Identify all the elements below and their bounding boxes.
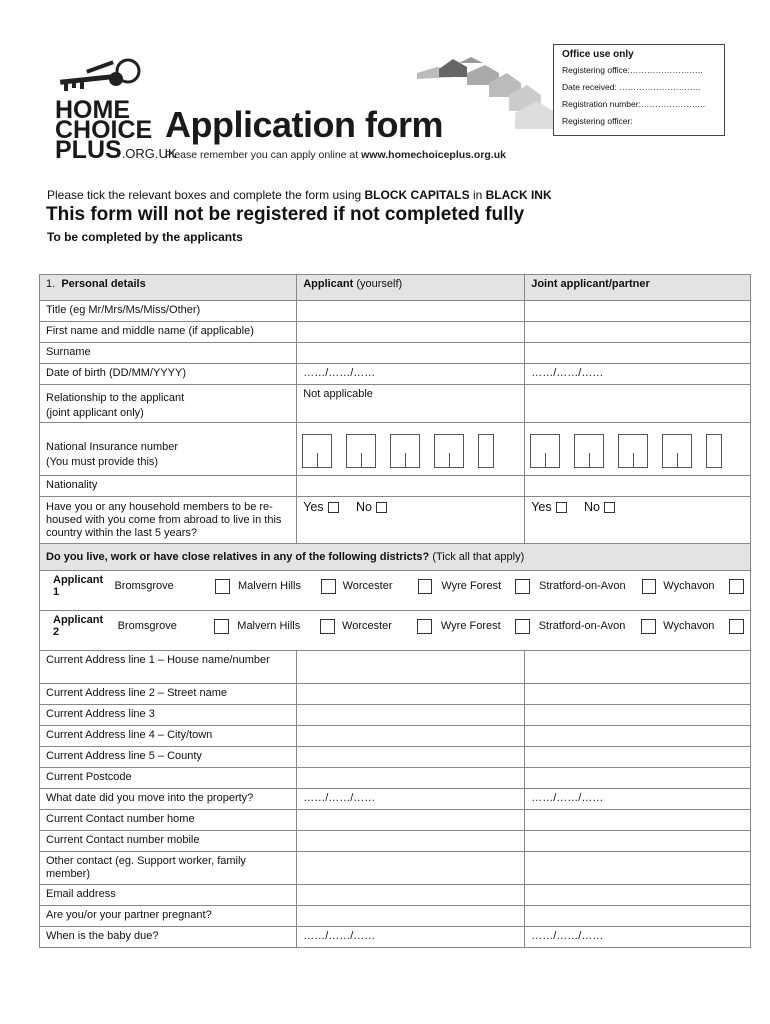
ni-char-box[interactable] (530, 434, 560, 468)
applicant-phone-mobile-input[interactable] (297, 831, 525, 852)
yes-checkbox[interactable] (328, 502, 339, 513)
applicant-nationality-input[interactable] (297, 476, 525, 497)
applicant-address-2-input[interactable] (297, 684, 525, 705)
district-stratford-checkbox[interactable] (642, 579, 657, 594)
applicant-dob-input[interactable]: ……/……/…… (297, 364, 525, 385)
joint-address-1-input[interactable] (525, 651, 751, 684)
table-row (40, 726, 751, 747)
applicant-relationship-cell: Not applicable (297, 385, 525, 423)
subtitle-text: Please remember you can apply online at (165, 149, 362, 161)
district-stratford-label: Stratford-on-Avon (538, 620, 626, 632)
table-row (40, 364, 751, 385)
logo-line-2: CHOICE (55, 116, 153, 144)
registration-number-field: Registration number:………………….. (562, 99, 706, 109)
district-wyre-forest-checkbox[interactable] (515, 619, 530, 634)
row-label-nationality: Nationality (40, 476, 297, 497)
joint-address-4-input[interactable] (525, 726, 751, 747)
applicant-postcode-input[interactable] (297, 768, 525, 789)
website-link[interactable]: www.homechoiceplus.org.uk (361, 149, 507, 161)
table-row (40, 301, 751, 322)
instruction-block-caps: BLOCK CAPITALS (364, 188, 470, 202)
joint-phone-mobile-input[interactable] (525, 831, 751, 852)
houses-illustration-icon (415, 55, 555, 135)
row-label-ni (40, 423, 297, 476)
table-row (40, 831, 751, 852)
joint-dob-input[interactable]: ……/……/…… (525, 364, 751, 385)
applicant-ni-input[interactable] (297, 423, 525, 476)
joint-postcode-input[interactable] (525, 768, 751, 789)
page-subtitle (165, 149, 506, 161)
row-label-address-3: Current Address line 3 (40, 705, 297, 726)
districts-question-text: Do you live, work or have close relatives in any of the following districts? (46, 551, 430, 563)
row-label-pregnant: Are you/or your partner pregnant? (40, 906, 297, 927)
districts-header-row (40, 544, 751, 571)
instruction-text: Please tick the relevant boxes and complete the form using (47, 188, 365, 202)
joint-ni-input[interactable] (525, 423, 751, 476)
yes-label: Yes (303, 500, 324, 514)
joint-address-5-input[interactable] (525, 747, 751, 768)
warning-heading: This form will not be registered if not completed fully (46, 204, 525, 225)
ni-char-box[interactable] (390, 434, 420, 468)
applicant-title-input[interactable] (297, 301, 525, 322)
joint-other-contact-input[interactable] (525, 852, 751, 885)
ni-char-box[interactable] (302, 434, 332, 468)
applicant-address-5-input[interactable] (297, 747, 525, 768)
district-worcester-label: Worcester (342, 620, 392, 632)
joint-relationship-input[interactable] (525, 385, 751, 423)
table-row (40, 906, 751, 927)
applicant-address-3-input[interactable] (297, 705, 525, 726)
row-label-rehoused: Have you or any household members to be re-housed with you come from abroad to live in this country within the last 5 years? (40, 497, 297, 544)
district-wychavon-label: Wychavon (663, 580, 715, 592)
relationship-label-2: (joint applicant only) (46, 407, 144, 419)
table-row (40, 768, 751, 789)
joint-phone-home-input[interactable] (525, 810, 751, 831)
ni-char-box[interactable] (618, 434, 648, 468)
ni-char-box[interactable] (346, 434, 376, 468)
applicant-label: Applicant (303, 278, 354, 290)
table-row (40, 322, 751, 343)
office-use-title: Office use only (562, 49, 634, 60)
row-label-address-1: Current Address line 1 – House name/number (40, 651, 297, 684)
district-wychavon-checkbox[interactable] (729, 619, 744, 634)
row-label-surname: Surname (40, 343, 297, 364)
row-label-address-2: Current Address line 2 – Street name (40, 684, 297, 705)
instruction-black-ink: BLACK INK (485, 188, 552, 202)
district-bromsgrove-checkbox[interactable] (214, 619, 229, 634)
applicant-1-label: Applicant 1 (53, 574, 104, 598)
section-title: Personal details (61, 278, 146, 290)
district-worcester-label: Worcester (342, 580, 393, 592)
district-worcester-checkbox[interactable] (418, 579, 433, 594)
joint-pregnant-input[interactable] (525, 906, 751, 927)
row-label-postcode: Current Postcode (40, 768, 297, 789)
logo-suffix: .ORG.UK (121, 146, 177, 161)
table-row (40, 385, 751, 423)
table-row (40, 343, 751, 364)
district-bromsgrove-label: Bromsgrove (114, 580, 174, 592)
applicant-column-header (297, 275, 525, 301)
ni-char-box[interactable] (706, 434, 722, 468)
row-label-address-5: Current Address line 5 – County (40, 747, 297, 768)
ni-char-box[interactable] (574, 434, 604, 468)
district-wyre-forest-checkbox[interactable] (515, 579, 530, 594)
applicant-surname-input[interactable] (297, 343, 525, 364)
table-row (40, 885, 751, 906)
joint-email-input[interactable] (525, 885, 751, 906)
table-row (40, 684, 751, 705)
to-be-completed-note: To be completed by the applicants (47, 230, 243, 244)
district-malvern-hills-label: Malvern Hills (237, 620, 301, 632)
applicant-phone-home-input[interactable] (297, 810, 525, 831)
ni-label-2: (You must provide this) (46, 456, 159, 468)
applicant-2-districts-row (40, 611, 751, 651)
ni-char-box[interactable] (478, 434, 494, 468)
joint-rehoused-options (525, 497, 751, 544)
row-label-move-date: What date did you move into the property? (40, 789, 297, 810)
ni-char-box[interactable] (434, 434, 464, 468)
applicant-baby-due-input[interactable]: ……/……/…… (297, 927, 525, 948)
district-wychavon-label: Wychavon (663, 620, 715, 632)
district-worcester-checkbox[interactable] (417, 619, 432, 634)
instructions (47, 188, 552, 202)
row-label-dob: Date of birth (DD/MM/YYYY) (40, 364, 297, 385)
district-bromsgrove-checkbox[interactable] (215, 579, 230, 594)
registering-office-field: Registering office:…………………….. (562, 65, 703, 75)
joint-baby-due-input[interactable]: ……/……/…… (525, 927, 751, 948)
applicant-address-1-input[interactable] (297, 651, 525, 684)
table-row (40, 852, 751, 885)
no-checkbox[interactable] (376, 502, 387, 513)
applicant-first-name-input[interactable] (297, 322, 525, 343)
joint-first-name-input[interactable] (525, 322, 751, 343)
districts-note: (Tick all that apply) (432, 551, 525, 563)
table-row (40, 476, 751, 497)
applicant-move-date-input[interactable]: ……/……/…… (297, 789, 525, 810)
no-checkbox[interactable] (604, 502, 615, 513)
applicant-email-input[interactable] (297, 885, 525, 906)
applicant-rehoused-options (297, 497, 525, 544)
district-bromsgrove-label: Bromsgrove (117, 620, 177, 632)
section-header (40, 275, 297, 301)
table-row (40, 927, 751, 948)
row-label-first-name: First name and middle name (if applicable) (40, 322, 297, 343)
table-header-row (40, 275, 751, 301)
joint-move-date-input[interactable]: ……/……/…… (525, 789, 751, 810)
logo-line-3: PLUS (55, 136, 122, 164)
district-malvern-hills-checkbox[interactable] (321, 579, 336, 594)
page-title: Application form (165, 104, 443, 145)
district-stratford-checkbox[interactable] (641, 619, 656, 634)
row-label-relationship (40, 385, 297, 423)
applicant-note: (yourself) (356, 278, 403, 290)
applicant-1-districts-row (40, 571, 751, 611)
ni-label-1: National Insurance number (46, 441, 179, 453)
district-malvern-hills-label: Malvern Hills (237, 580, 301, 592)
district-wychavon-checkbox[interactable] (729, 579, 744, 594)
section-number: 1. (46, 278, 56, 290)
table-row (40, 789, 751, 810)
no-label: No (355, 500, 372, 514)
relationship-label-1: Relationship to the applicant (46, 392, 185, 404)
district-malvern-hills-checkbox[interactable] (320, 619, 335, 634)
joint-column-header: Joint applicant/partner (525, 275, 751, 301)
districts-question (40, 544, 751, 571)
instruction-in: in (469, 188, 486, 202)
joint-address-3-input[interactable] (525, 705, 751, 726)
no-label: No (584, 500, 600, 514)
table-row (40, 651, 751, 684)
table-row (40, 810, 751, 831)
applicant-pregnant-input[interactable] (297, 906, 525, 927)
date-received-field: Date received: ……………………….. (562, 82, 701, 92)
applicant-2-label: Applicant 2 (53, 614, 104, 638)
keys-icon (56, 57, 148, 99)
applicant-other-contact-input[interactable] (297, 852, 525, 885)
row-label-phone-mobile: Current Contact number mobile (40, 831, 297, 852)
row-label-other-contact: Other contact (eg. Support worker, family member) (40, 852, 297, 885)
table-row (40, 497, 751, 544)
applicant-address-4-input[interactable] (297, 726, 525, 747)
joint-nationality-input[interactable] (525, 476, 751, 497)
yes-label: Yes (531, 500, 552, 514)
yes-checkbox[interactable] (556, 502, 567, 513)
district-wyre-forest-label: Wyre Forest (440, 620, 501, 632)
district-stratford-label: Stratford-on-Avon (539, 580, 626, 592)
table-row (40, 705, 751, 726)
row-label-email: Email address (40, 885, 297, 906)
district-wyre-forest-label: Wyre Forest (441, 580, 502, 592)
row-label-baby-due: When is the baby due? (40, 927, 297, 948)
row-label-title: Title (eg Mr/Mrs/Ms/Miss/Other) (40, 301, 297, 322)
joint-address-2-input[interactable] (525, 684, 751, 705)
office-use-box (553, 44, 725, 136)
joint-title-input[interactable] (525, 301, 751, 322)
registering-officer-field: Registering officer: (562, 116, 633, 126)
table-row (40, 747, 751, 768)
applicant-1-districts (40, 571, 751, 611)
table-row (40, 423, 751, 476)
row-label-address-4: Current Address line 4 – City/town (40, 726, 297, 747)
logo (55, 96, 177, 164)
ni-char-box[interactable] (662, 434, 692, 468)
personal-details-table (39, 274, 751, 948)
joint-surname-input[interactable] (525, 343, 751, 364)
applicant-2-districts (40, 611, 751, 651)
logo-line-1: HOME (55, 96, 130, 124)
row-label-phone-home: Current Contact number home (40, 810, 297, 831)
